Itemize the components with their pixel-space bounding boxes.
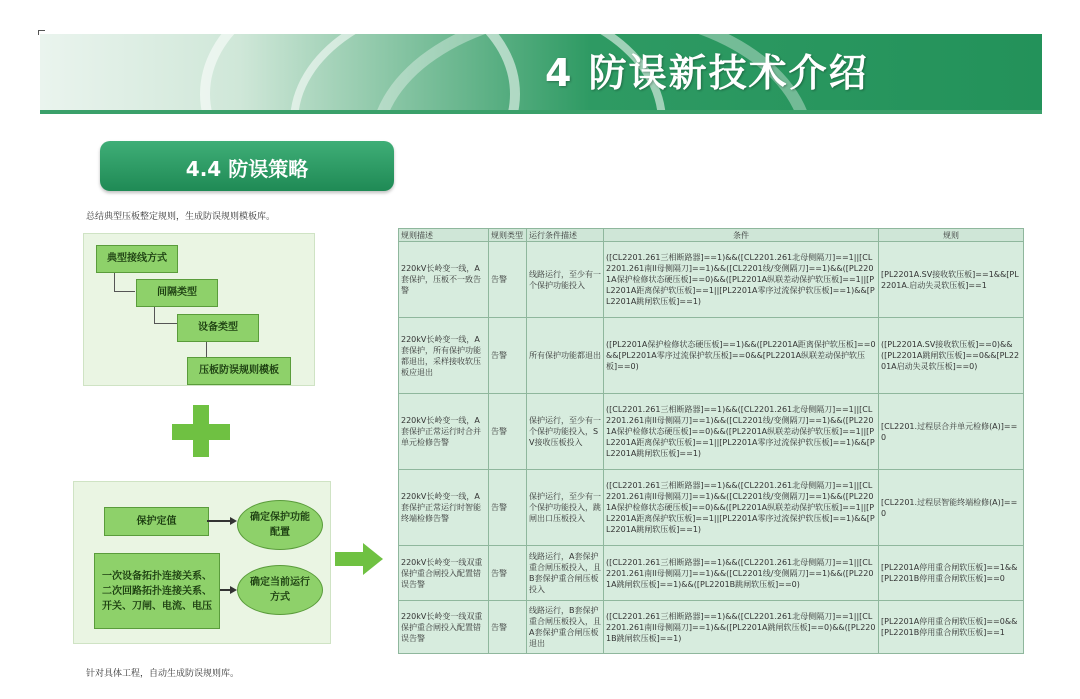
table-header-row [399, 229, 1024, 242]
table-row [399, 318, 1024, 394]
page-title: 4 防误新技术介绍 [545, 51, 869, 95]
header-banner [40, 34, 1042, 114]
run-condition-cell: 所有保护功能都退出 [527, 318, 604, 394]
rule-type-cell: 告警 [489, 242, 527, 318]
rule-description-cell: 220kV长岭变一线双重保护重合闸投入配置错误告警 [399, 601, 489, 654]
big-arrow-icon [335, 552, 365, 566]
rule-type-cell: 告警 [489, 601, 527, 654]
rule-type-cell: 告警 [489, 318, 527, 394]
big-arrow-head-icon [363, 543, 383, 575]
rule-description-cell: 220kV长岭变一线双重保护重合闸投入配置错误告警 [399, 546, 489, 601]
condition-cell: ([CL2201.261三相断路器]==1)&&([CL2201.261北母侧隔刀]==1||[CL2201.261南II母侧隔刀]==1)&&([CL2201线/变侧隔刀]==1)&&([PL2201A保护检修状态硬压板]==0)&&([PL2201A纵联差动保护软压板]==1||[PL2201A距离保护软压板]==1||[PL2201A零序过流保护软压板]==1)&&[PL2201A跳闸软压板]==1) [604, 470, 879, 546]
run-condition-cell: 保护运行，至少有一个保护功能投入，SV接收压板投入 [527, 394, 604, 470]
arrow-right-icon [230, 586, 237, 594]
rule-type-cell: 告警 [489, 546, 527, 601]
run-condition-cell: 保护运行，至少有一个保护功能投入，跳闸出口压板投入 [527, 470, 604, 546]
condition-cell: ([CL2201.261三相断路器]==1)&&([CL2201.261北母侧隔刀]==1||[CL2201.261南II母侧隔刀]==1)&&([CL2201线/变侧隔刀]==1)&&([PL2201A保护检修状态硬压板]==0)&&([PL2201A纵联差动保护软压板]==1||[PL2201A距离保护软压板]==1||[PL2201A零序过流保护软压板]==1)&&[PL2201A跳闸软压板]==1) [604, 242, 879, 318]
arrow-right-icon [230, 517, 237, 525]
run-condition-cell: 线路运行，A套保护重合闸压板投入，且B套保护重合闸压板投入 [527, 546, 604, 601]
run-condition-cell: 线路运行，至少有一个保护功能投入 [527, 242, 604, 318]
table-row [399, 601, 1024, 654]
condition-cell: ([PL2201A保护检修状态硬压板]==1)&&([PL2201A距离保护软压板]==0&&[PL2201A零序过流保护软压板]==0&&[PL2201A纵联差动保护软压板]==0) [604, 318, 879, 394]
topology-box: 一次设备拓扑连接关系、二次回路拓扑连接关系、开关、刀闸、电流、电压 [94, 553, 220, 629]
condition-cell: ([CL2201.261三相断路器]==1)&&([CL2201.261北母侧隔刀]==1||[CL2201.261南II母侧隔刀]==1)&&([CL2201线/变侧隔刀]==1)&&([PL2201A保护检修状态硬压板]==0)&&([PL2201A纵联差动保护软压板]==1||[PL2201A距离保护软压板]==1||[PL2201A零序过流保护软压板]==1)&&[PL2201A跳闸软压板]==1) [604, 394, 879, 470]
intro-note: 总结典型压板整定规则，生成防误规则模板库。 [86, 212, 276, 222]
footer-note: 针对具体工程，自动生成防误规则库。 [86, 669, 240, 679]
protection-config-oval: 确定保护功能配置 [237, 500, 323, 550]
column-header: 规则 [879, 229, 1024, 242]
run-mode-oval: 确定当前运行方式 [237, 565, 323, 615]
rule-description-cell: 220kV长岭变一线，A套保护，所有保护功能都退出，采样接收软压板应退出 [399, 318, 489, 394]
arrow-line [207, 520, 231, 522]
plus-icon-bar [172, 424, 230, 440]
table-row [399, 394, 1024, 470]
rule-cell: [PL2201A停用重合闸软压板]==1&&[PL2201B停用重合闸软压板]==0 [879, 546, 1024, 601]
rule-cell: [PL2201A.SV接收软压板]==1&&[PL2201A.启动失灵软压板]==1 [879, 242, 1024, 318]
flow-step-wiring: 典型接线方式 [96, 245, 178, 273]
rule-description-cell: 220kV长岭变一线，A套保护，压板不一致告警 [399, 242, 489, 318]
flow-step-device: 设备类型 [177, 314, 259, 342]
input-diagram [73, 481, 331, 644]
run-condition-cell: 线路运行，B套保护重合闸压板投入，且A套保护重合闸压板退出 [527, 601, 604, 654]
section-title-pill [100, 141, 394, 191]
condition-cell: ([CL2201.261三相断路器]==1)&&([CL2201.261北母侧隔刀]==1||[CL2201.261南II母侧隔刀]==1)&&([PL2201A跳闸软压板]==0)&&([PL2201B跳闸软压板]==1) [604, 601, 879, 654]
rule-cell: [PL2201A停用重合闸软压板]==0&&[PL2201B停用重合闸软压板]==1 [879, 601, 1024, 654]
rule-cell: [CL2201.过程层智能终端检修(A)]==0 [879, 470, 1024, 546]
table-row [399, 470, 1024, 546]
rule-cell: ([PL2201A.SV接收软压板]==0)&&([PL2201A跳闸软压板]==0&&[PL2201A启动失灵软压板]==0) [879, 318, 1024, 394]
column-header: 运行条件描述 [527, 229, 604, 242]
flow-diagram [83, 233, 315, 386]
column-header: 规则类型 [489, 229, 527, 242]
condition-cell: ([CL2201.261三相断路器]==1)&&([CL2201.261北母侧隔刀]==1||[CL2201.261南II母侧隔刀]==1)&&([CL2201线/变侧隔刀]==1)&&([PL2201A跳闸软压板]==1)&&([PL2201B跳闸软压板]==0) [604, 546, 879, 601]
flow-step-template: 压板防误规则模板 [187, 357, 291, 385]
protection-setting-box: 保护定值 [104, 507, 209, 536]
banner-underline [40, 110, 1042, 114]
rule-cell: [CL2201.过程层合并单元检修(A)]==0 [879, 394, 1024, 470]
table-row [399, 546, 1024, 601]
rule-type-cell: 告警 [489, 470, 527, 546]
rules-table [398, 228, 1024, 654]
column-header: 规则描述 [399, 229, 489, 242]
column-header: 条件 [604, 229, 879, 242]
rule-description-cell: 220kV长岭变一线，A套保护正常运行时合并单元检修告警 [399, 394, 489, 470]
flow-step-bay: 间隔类型 [136, 279, 218, 307]
section-title: 4.4 防误策略 [185, 157, 309, 181]
table-row [399, 242, 1024, 318]
rule-description-cell: 220kV长岭变一线，A套保护正常运行时智能终端检修告警 [399, 470, 489, 546]
rule-type-cell: 告警 [489, 394, 527, 470]
